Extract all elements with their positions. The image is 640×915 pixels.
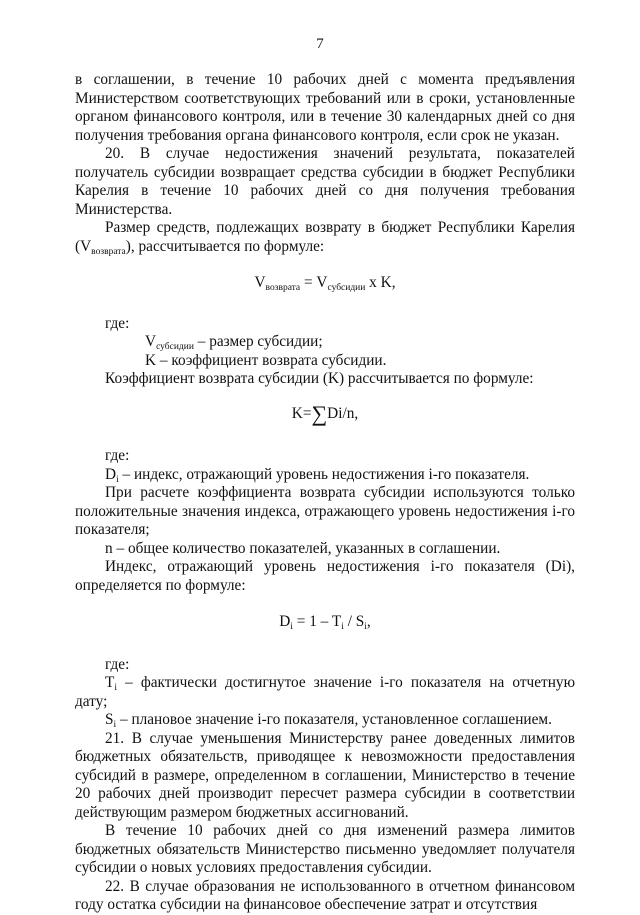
def-s-symbol: S	[105, 711, 114, 728]
definition-ti	[75, 674, 575, 711]
def-v-sub: субсидии	[156, 342, 194, 352]
definition-di	[75, 466, 575, 485]
formula-refund-v: V	[254, 274, 266, 291]
definition-k: K – коэффициент возврата субсидии.	[145, 351, 387, 369]
def-d-sub: i	[116, 474, 119, 485]
paragraph-20: 20. В случае недостижения значений результата, показателей получатель субсидии возвращает средства субсидии в бюджет Республики Карелия в течение 10 рабочих дней со дня получения требования Министерства.	[75, 145, 575, 218]
definition-si	[75, 711, 575, 730]
paragraph-positive-values: При расчете коэффициента возврата субсидии используются только положительные значения индекса, отражающего уровень недостижения i-го показателя;	[75, 484, 575, 538]
formula-di-d: D	[279, 613, 291, 630]
formula-k	[75, 400, 575, 426]
page-number: 7	[316, 36, 324, 52]
formula-di-mid: = 1 – T	[292, 613, 342, 630]
formula-di	[75, 613, 575, 632]
def-t-text: – фактически достигнутое значение i-го показателя на отчетную дату;	[75, 674, 575, 710]
formula-di-d-sub: i	[290, 622, 293, 632]
formula-refund-sub-1: возврата	[265, 283, 301, 293]
formula-refund-eq: = V	[300, 274, 328, 291]
paragraph-22: 22. В случае образования не использованного в отчетном финансовом году остатка субсидии на финансовое обеспечение затрат и отсутствия	[75, 877, 575, 913]
where-label-1: где:	[105, 314, 130, 332]
document-body	[75, 71, 575, 915]
refund-size-text-after: ), рассчитывается по формуле:	[125, 237, 325, 255]
refund-size-sub: возврата	[91, 246, 126, 257]
paragraph-1: в соглашении, в течение 10 рабочих дней с момента предъявления Министерством соответствующих требований или в сроки, установленные органом финансового контроля, или в течение 30 календарных дней со дня получения требования органа финансового контроля, если срок не указан.	[75, 71, 575, 144]
def-v-text: – размер субсидии;	[193, 333, 323, 350]
formula-k-right: Di/n,	[327, 404, 359, 422]
formula-di-s-sub: i	[364, 622, 367, 632]
def-v-symbol: V	[145, 333, 157, 350]
formula-di-slash: / S	[343, 613, 365, 630]
formula-di-t-sub: i	[341, 622, 344, 632]
paragraph-k-formula-intro: Коэффициент возврата субсидии (K) рассчитывается по формуле:	[105, 370, 534, 387]
paragraph-21: 21. В случае уменьшения Министерству ранее доведенных лимитов бюджетных обязательств, приводящее к невозможности предоставления субсидий в размере, определенном в соглашении, Министерство в течение 20 рабочих дней производит пересчет размера субсидии в соответствии действующим размером бюджетных ассигнований.	[75, 729, 575, 821]
definition-n: n – общее количество показателей, указанных в соглашении.	[105, 539, 501, 557]
def-d-text: – индекс, отражающий уровень недостижения i-го показателя.	[118, 465, 530, 483]
formula-refund-rest: x K,	[365, 274, 396, 291]
formula-di-end: ,	[366, 613, 371, 630]
paragraph-refund-size	[75, 219, 575, 256]
definition-v-subsidy	[75, 333, 575, 352]
refund-size-text-before: Размер средств, подлежащих возврату в бюджет Республики Карелия (V	[75, 219, 575, 255]
where-label-3: где:	[105, 655, 130, 673]
where-label-2: где:	[105, 447, 130, 464]
formula-refund	[75, 274, 575, 293]
def-s-text: – плановое значение i-го показателя, установленное соглашением.	[116, 711, 552, 728]
sum-symbol: ∑	[311, 400, 328, 426]
def-t-symbol: T	[105, 674, 115, 691]
paragraph-notification: В течение 10 рабочих дней со дня изменений размера лимитов бюджетных обязательств Министерство письменно уведомляет получателя субсидии о новых условиях предоставления субсидии.	[75, 822, 575, 876]
def-d-symbol: D	[105, 465, 117, 483]
formula-k-left: K=	[291, 404, 312, 422]
formula-refund-sub-2: субсидии	[327, 283, 366, 293]
def-s-sub: i	[113, 720, 117, 730]
def-t-sub: i	[114, 683, 117, 693]
paragraph-di-formula-intro: Индекс, отражающий уровень недостижения i-го показателя (Di), определяется по формуле:	[75, 558, 575, 594]
